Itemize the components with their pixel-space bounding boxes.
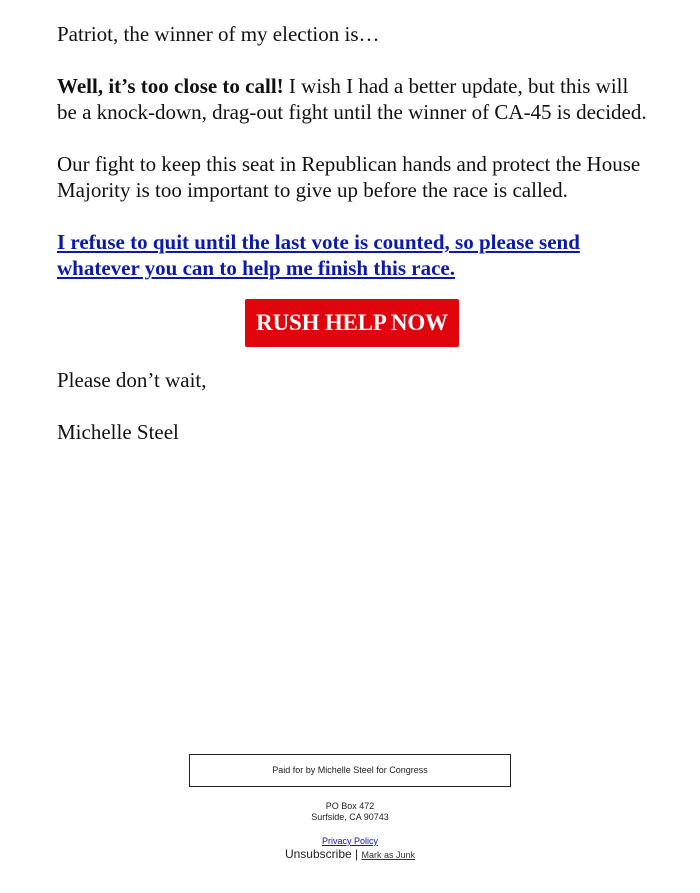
signature-text: Michelle Steel (57, 420, 179, 444)
greeting-text: Patriot, the winner of my election is… (57, 22, 380, 46)
update-paragraph (57, 73, 647, 125)
fight-paragraph: Our fight to keep this seat in Republican hands and protect the House Majority is too important to give up before the race is called. (57, 152, 641, 202)
unsubscribe-line (0, 847, 700, 862)
email-footer (0, 754, 700, 862)
paid-for-disclaimer: Paid for by Michelle Steel for Congress (189, 754, 511, 787)
mailing-address (0, 801, 700, 823)
address-line-1: PO Box 472 (325, 801, 375, 811)
mark-as-junk-link[interactable]: Mark as Junk (361, 850, 416, 860)
donate-link-paragraph (57, 229, 647, 281)
cta-container (57, 299, 647, 347)
unsubscribe-link[interactable]: Unsubscribe (284, 847, 352, 861)
footer-links (0, 836, 700, 847)
address-line-2: Surfside, CA 90743 (311, 812, 389, 822)
too-close-heading: Well, it’s too close to call! (57, 74, 284, 98)
donate-text-link[interactable]: I refuse to quit until the last vote is counted, so please send whatever you can to help me finish this race. (57, 230, 580, 280)
closing-text: Please don’t wait, (57, 368, 207, 392)
email-body (57, 21, 647, 471)
rush-help-now-button[interactable]: RUSH HELP NOW (245, 299, 459, 347)
footer-separator: | (355, 847, 359, 861)
update-paragraph-text: I wish I had a better update, but this will be a knock-down, drag-out fight until the winner of CA-45 is decided. (57, 74, 647, 124)
privacy-policy-link[interactable]: Privacy Policy (321, 836, 378, 846)
